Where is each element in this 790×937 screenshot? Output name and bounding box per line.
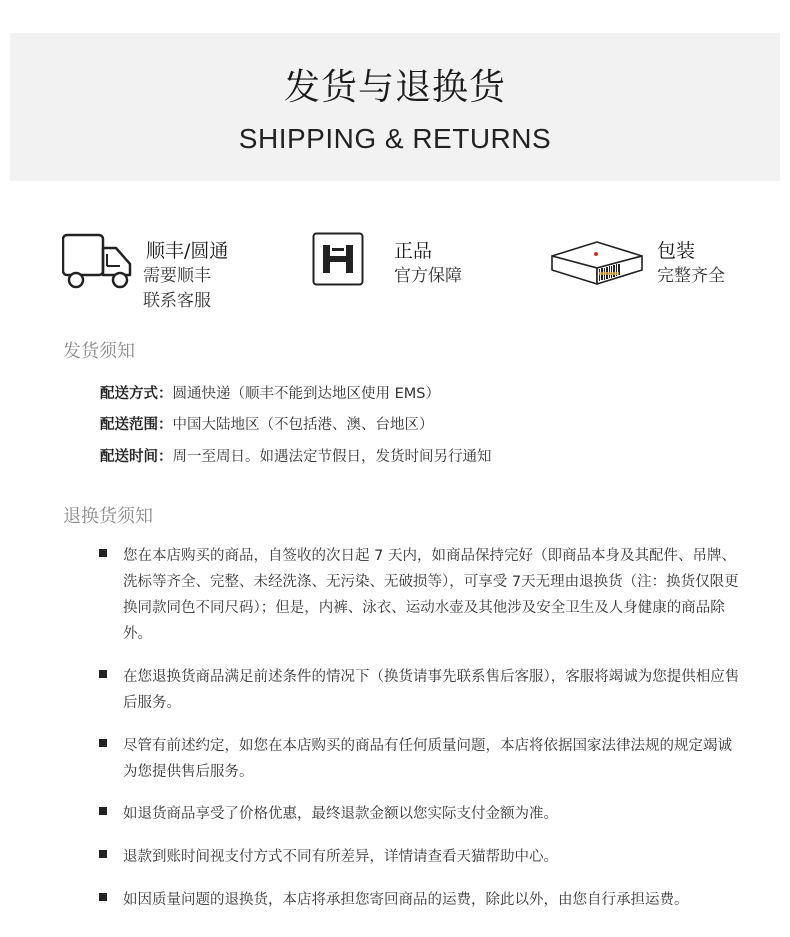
feature-desc: 官方保障 [394,266,462,286]
bullet-icon [99,850,107,858]
policy-text: 退款到账时间视支付方式不同有所差异，详情请查看天猫帮助中心。 [123,849,558,865]
feature-desc: 需要顺丰 联系客服 [143,266,211,311]
shipping-time-row [100,445,492,466]
page-title: 发货与退换货 [283,67,506,108]
bullet-icon [99,739,107,747]
feature-title: 正品 [394,240,433,262]
feature-title: 顺丰/圆通 [146,240,229,262]
bullet-icon [99,807,107,815]
shipping-value: 中国大陆地区（不包括港、澳、台地区） [172,417,434,433]
feature-desc: 完整齐全 [657,266,725,286]
feature-shipping [62,232,262,312]
feature-title: 包装 [657,240,696,262]
policy-text: 尽管有前述约定，如您在本店购买的商品有任何质量问题，本店将依据国家法律法规的规定竭诚为您提供售后服务。 [123,738,732,780]
page-header [10,33,780,181]
shipping-method-row [100,382,440,403]
policy-text: 如退货商品享受了价格优惠，最终退款金额以您实际支付金额为准。 [123,806,558,822]
shipping-label: 配送范围： [100,417,173,433]
truck-icon [62,232,134,294]
feature-authentic [312,232,492,312]
shipping-range-row [100,413,434,434]
policy-text: 如因质量问题的退换货，本店将承担您寄回商品的运费，除此以外，由您自行承担运费。 [123,892,689,908]
bullet-icon [99,670,107,678]
shipping-label: 配送时间： [100,449,173,465]
authentic-h-icon [312,232,364,290]
policy-text: 在您退换货商品满足前述条件的情况下（换货请事先联系售后客服），客服将竭诚为您提供相应售后服务。 [123,669,740,711]
policy-text: 您在本店购买的商品，自签收的次日起 7 天内，如商品保持完好（即商品本身及其配件、吊牌、洗标等齐全、完整、未经洗涤、无污染、无破损等），可享受 7天无理由退换货（注：换货仅限更换同款同色不同尺码）；但是，内裤、泳衣、运动水壶及其他涉及安全卫生及人身健康的商品除外。 [123,548,739,642]
bullet-icon [99,893,107,901]
returns-section-title: 退换货须知 [63,506,153,527]
shipping-value: 圆通快递（顺丰不能到达地区使用 EMS） [172,386,440,402]
shipping-label: 配送方式： [100,386,173,402]
package-box-icon [550,238,644,290]
shipping-value: 周一至周日。如遇法定节假日，发货时间另行通知 [172,449,492,465]
feature-packaging [550,232,750,312]
shipping-section-title: 发货须知 [63,341,135,362]
bullet-icon [99,549,107,557]
page-subtitle: SHIPPING & RETURNS [238,123,552,154]
